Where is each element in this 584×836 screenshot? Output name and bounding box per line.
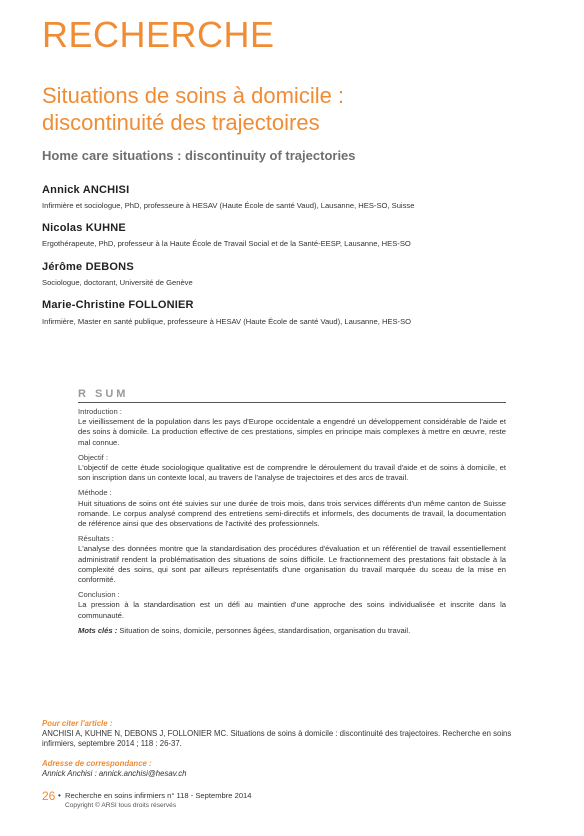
citation-text: ANCHISI A, KUHNE N, DEBONS J, FOLLONIER MC. Situations de soins à domicile : discontinuité des trajectoires. Recherche en soins infirmiers, septembre 2014 ; 118 : 26-37. [42,729,512,748]
author-name-2: Nicolas KUHNE [42,222,126,234]
abstract-divider [78,402,506,403]
abstract-intro-text: Le vieillissement de la population dans les pays d'Europe occidentale a engendré un développement considérable de l'aide et des soins à domicile. La production effective de ces prestations, simples en principe mais complexes à mettre en œuvre, reste mal connue. [78,417,506,447]
citation-heading: Pour citer l'article : [42,719,113,728]
article-title-line-2: discontinuité des trajectoires [42,110,320,135]
abstract-keywords-text: Situation de soins, domicile, personnes âgées, standardisation, organisation du travail. [117,625,411,635]
abstract-intro-label: Introduction : [78,407,122,416]
copyright-notice: Copyright © ARSI tous droits réservés [65,802,177,809]
author-name-3: Jérôme DEBONS [42,261,134,273]
abstract-objectif-text: L'objectif de cette étude sociologique qualitative est de comprendre le déroulement du travail d'aide et de soins à domicile, et son inscription dans un contexte local, au travers de l'analyse de trajectoires et des arcs de travail. [78,463,506,483]
author-name-4: Marie-Christine FOLLONIER [42,299,194,311]
page-number: 26 [42,789,56,803]
abstract-resultats-label: Résultats : [78,534,114,544]
author-affiliation-2: Ergothérapeute, PhD, professeur à la Haute École de Travail Social et de la Santé-EESP, Lausanne, HES-SO [42,239,411,248]
abstract-keywords-label: Mots clés : [78,625,118,635]
journal-reference: Recherche en soins infirmiers n° 118 - Septembre 2014 [65,791,252,800]
correspondence-text: Annick Anchisi : annick.anchisi@hesav.ch [42,769,187,778]
abstract-objectif-label: Objectif : [78,452,108,462]
abstract-methode-text: Huit situations de soins ont été suivies sur une durée de trois mois, dans trois services différents d'un même canton de Suisse romande. Le corpus analysé comprend des entretiens semi-directifs et informels, des documents de travail, la documentation de référence ainsi que des observations de l'activité des professionnels. [78,498,506,529]
abstract-conclusion-text: La pression à la standardisation est un défi au maintien d'une approche des soins individualisée et inscrite dans la communauté. [78,600,506,620]
abstract-body [78,407,506,636]
correspondence-heading: Adresse de correspondance : [42,759,152,768]
abstract-methode-label: Méthode : [78,488,112,498]
author-affiliation-3: Sociologue, doctorant, Université de Genève [42,278,193,287]
article-title-fr [42,82,562,136]
section-label: RECHERCHE [42,14,275,55]
footer-bullet: • [58,791,61,800]
abstract-conclusion-label: Conclusion : [78,590,120,600]
abstract-resultats-text: L'analyse des données montre que la standardisation des procédures d'évaluation et un référentiel de travail essentiellement administratif rendent la problématisation des situations de soins difficile. Le fractionnement des prestations fait obstacle à la complexité des soins, qui sont par ailleurs représentatifs d'une organisation du travail marquée du sceau de la mise en conformité. [78,544,506,585]
abstract-heading: R SUM [78,388,129,400]
author-affiliation-4: Infirmière, Master en santé publique, professeure à HESAV (Haute École de santé Vaud), Lausanne, HES-SO [42,317,412,326]
article-title-en: Home care situations : discontinuity of trajectories [42,148,356,163]
article-title-line-1: Situations de soins à domicile : [42,83,345,108]
abstract-keywords [78,626,506,636]
author-affiliation-1: Infirmière et sociologue, PhD, professeure à HESAV (Haute École de santé Vaud), Lausanne, HES-SO, Suisse [42,201,415,210]
author-name-1: Annick ANCHISI [42,184,130,196]
